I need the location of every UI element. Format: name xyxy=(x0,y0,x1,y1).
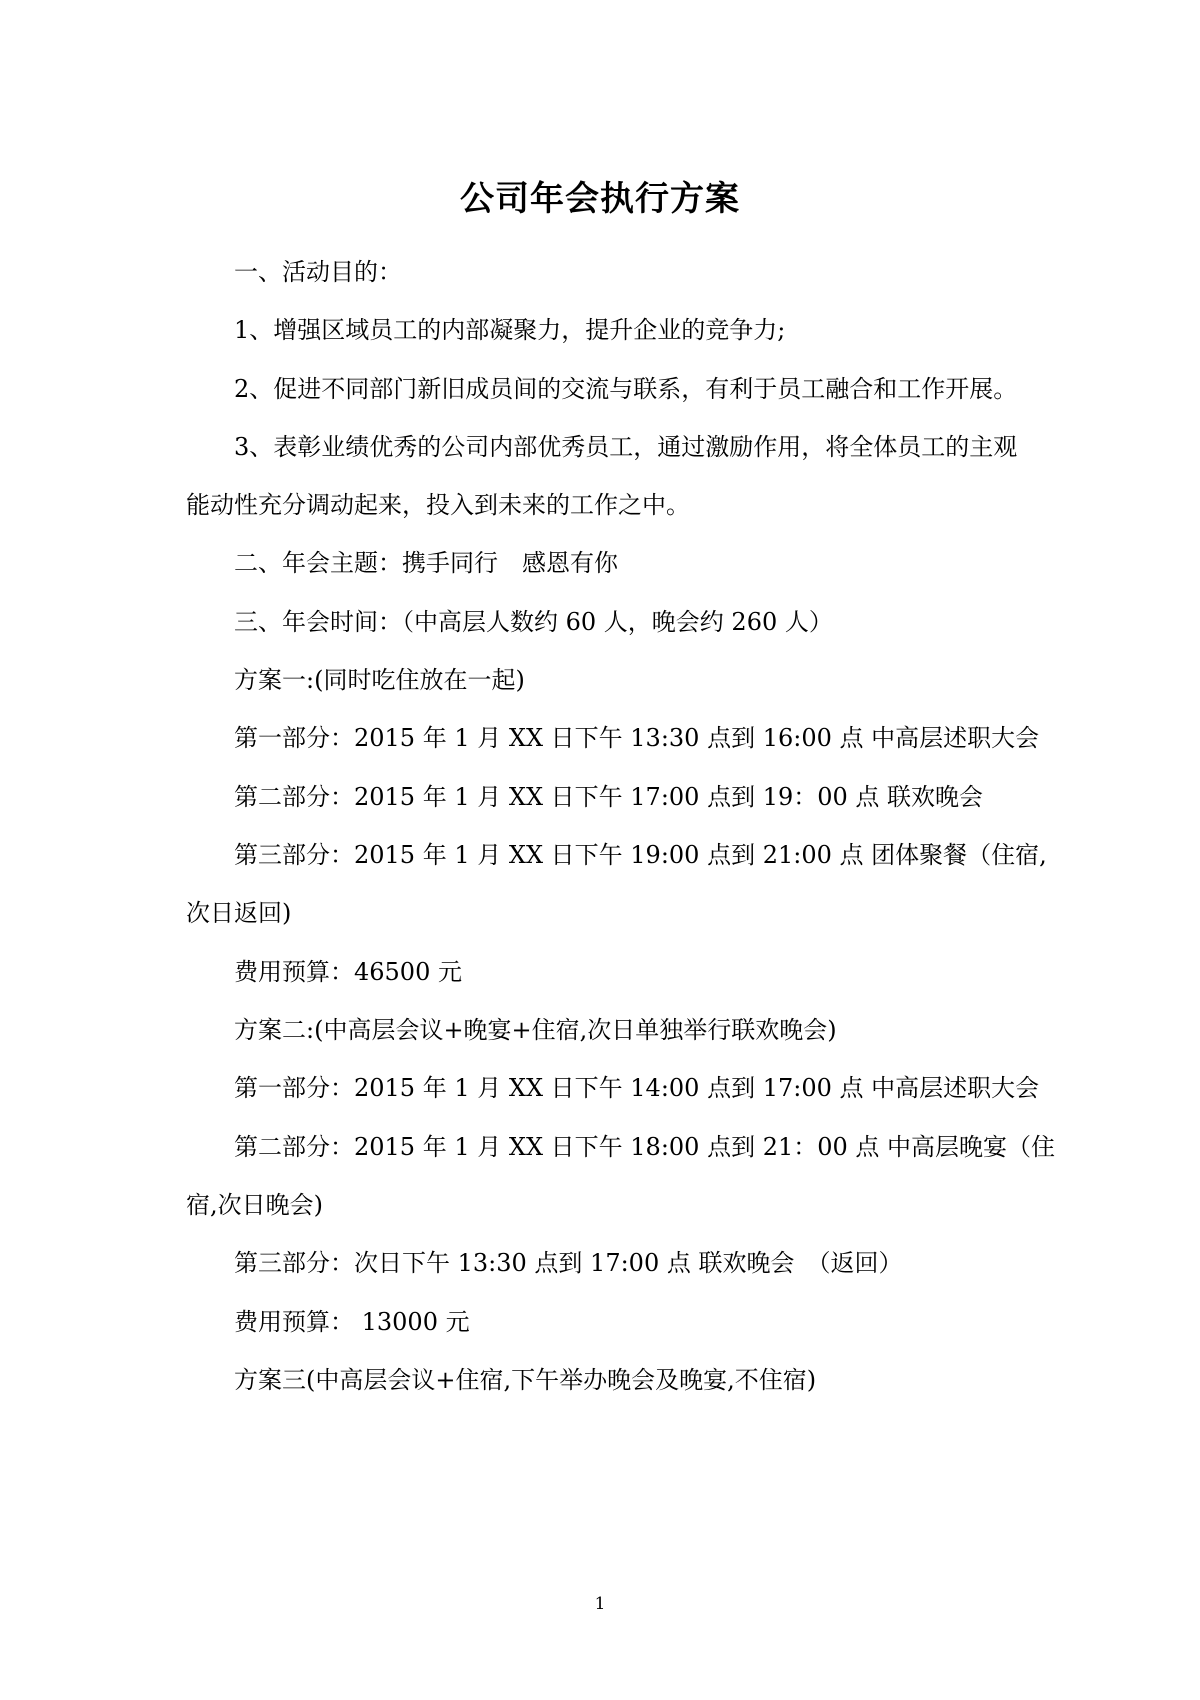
paragraph-line: 第三部分：次日下午 13:30 点到 17:00 点 联欢晚会 （返回） xyxy=(234,1249,903,1277)
plan-heading: 方案一:(同时吃住放在一起) xyxy=(234,666,525,694)
section-heading-purpose: 一、活动目的： xyxy=(234,258,402,286)
paragraph-line: 第三部分：2015 年 1 月 XX 日下午 19:00 点到 21:00 点 团体聚餐（住宿, xyxy=(234,841,1047,869)
budget-line: 费用预算：46500 元 xyxy=(234,958,462,986)
paragraph-line: 第一部分：2015 年 1 月 XX 日下午 13:30 点到 16:00 点 中高层述职大会 xyxy=(234,724,1040,752)
section-heading-time: 三、年会时间：（中高层人数约 60 人，晚会约 260 人） xyxy=(234,608,833,636)
plan-heading: 方案三(中高层会议+住宿,下午举办晚会及晚宴,不住宿) xyxy=(234,1366,817,1394)
paragraph-line: 第二部分：2015 年 1 月 XX 日下午 18:00 点到 21：00 点 中高层晚宴（住 xyxy=(234,1133,1056,1161)
paragraph-line: 第一部分：2015 年 1 月 XX 日下午 14:00 点到 17:00 点 中高层述职大会 xyxy=(234,1074,1040,1102)
page-number: 1 xyxy=(594,1594,606,1614)
document-title: 公司年会执行方案 xyxy=(460,179,740,219)
paragraph-line: 2、促进不同部门新旧成员间的交流与联系，有利于员工融合和工作开展。 xyxy=(234,375,1018,403)
paragraph-line: 3、表彰业绩优秀的公司内部优秀员工，通过激励作用，将全体员工的主观 xyxy=(234,433,1018,461)
paragraph-line: 能动性充分调动起来，投入到未来的工作之中。 xyxy=(186,491,690,519)
budget-line: 费用预算： 13000 元 xyxy=(234,1308,470,1336)
plan-heading: 方案二:(中高层会议+晚宴+住宿,次日单独举行联欢晚会) xyxy=(234,1016,837,1044)
paragraph-line: 第二部分：2015 年 1 月 XX 日下午 17:00 点到 19：00 点 联欢晚会 xyxy=(234,783,984,811)
paragraph-line: 次日返回) xyxy=(186,899,292,927)
paragraph-line: 1、增强区域员工的内部凝聚力，提升企业的竞争力; xyxy=(234,316,786,344)
section-heading-theme: 二、年会主题：携手同行 感恩有你 xyxy=(234,549,618,577)
paragraph-line: 宿,次日晚会) xyxy=(186,1191,323,1219)
